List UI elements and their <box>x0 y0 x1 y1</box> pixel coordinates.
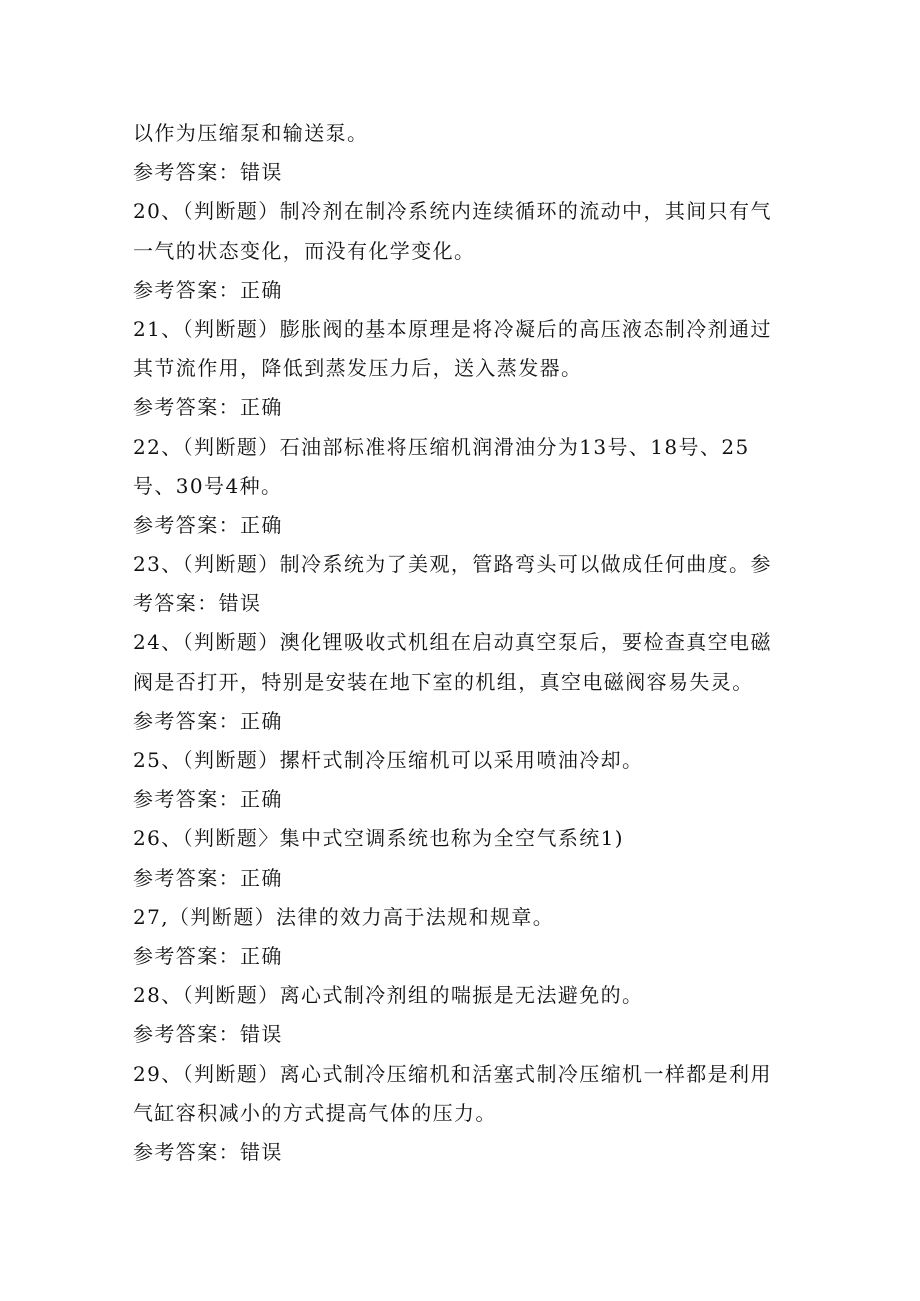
answer-27: 参考答案：正确 <box>133 943 283 968</box>
question-21-text: 21、（判断题）膨胀阀的基本原理是将冷凝后的高压液态制冷剂通过 <box>133 316 772 341</box>
question-29-text-cont: 气缸容积减小的方式提高气体的压力。 <box>133 1100 497 1125</box>
question-25-text: 25、（判断题）摞杆式制冷压缩机可以采用喷油冷却。 <box>133 748 644 772</box>
question-28-text: 28、（判断题）离心式制冷剂组的喘振是无法避免的。 <box>133 983 644 1008</box>
question-27-text: 27,（判断题）法律的效力高于法规和规章。 <box>133 904 555 929</box>
question-22-text-cont: 号、30号4种。 <box>133 473 283 498</box>
answer-26: 参考答案：正确 <box>133 865 283 890</box>
answer-21: 参考答案：正确 <box>133 395 283 420</box>
answer-28: 参考答案：错误 <box>133 1022 283 1047</box>
question-20-text: 20、（判断题）制冷剂在制冷系统内连续循环的流动中，其间只有气 <box>133 199 772 224</box>
question-24-text-cont: 阀是否打开，特别是安装在地下室的机组，真空电磁阀容易失灵。 <box>133 669 754 694</box>
answer-23: 考答案：错误 <box>133 591 262 616</box>
question-19-text-cont: 以作为压缩泵和输送泵。 <box>133 121 369 145</box>
question-29-text: 29、（判断题）离心式制冷压缩机和活塞式制冷压缩机一样都是利用 <box>133 1061 772 1086</box>
question-23-text: 23、（判断题）制冷系统为了美观，管路弯头可以做成任何曲度。参 <box>133 552 772 577</box>
answer-22: 参考答案：正确 <box>133 512 283 537</box>
question-21-text-cont: 其节流作用，降低到蒸发压力后，送入蒸发器。 <box>133 356 583 381</box>
answer-19: 参考答案：错误 <box>133 160 283 185</box>
question-22-text: 22、（判断题）石油部标准将压缩机润滑油分为13号、18号、25 <box>133 434 750 459</box>
question-26-text: 26、（判断题〉集中式空调系统也称为全空气系统1) <box>133 826 624 851</box>
question-20-text-cont: 一气的状态变化，而没有化学变化。 <box>133 238 476 263</box>
question-24-text: 24、（判断题）澳化锂吸收式机组在启动真空泵后，要检查真空电磁 <box>133 630 772 655</box>
document-body <box>133 114 793 1172</box>
answer-25: 参考答案：正确 <box>133 787 283 812</box>
answer-20: 参考答案：正确 <box>133 277 283 302</box>
answer-29: 参考答案：错误 <box>133 1139 283 1164</box>
answer-24: 参考答案：正确 <box>133 708 283 733</box>
